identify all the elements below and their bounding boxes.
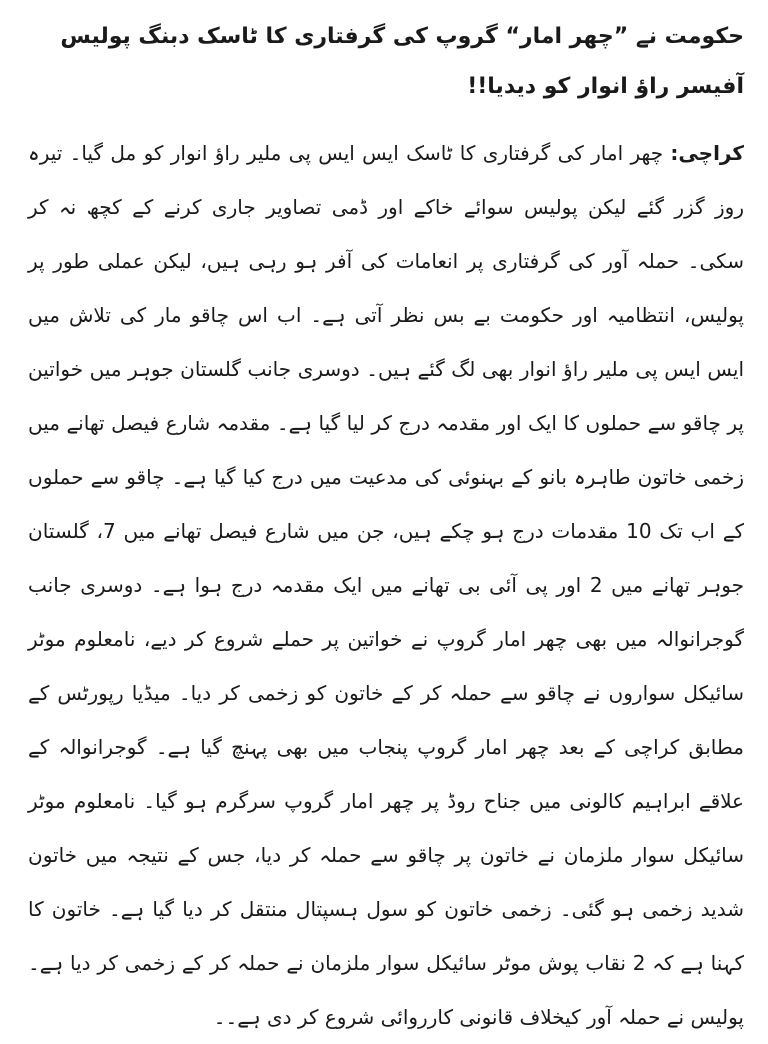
article-headline: حکومت نے ”چھر امار“ گروپ کی گرفتاری کا ٹاسک دبنگ پولیس آفیسر راؤ انوار کو دیدیا!! [60,24,744,99]
news-article [28,12,744,1044]
article-dateline: کراچی: [670,141,744,165]
article-body-text: چھر امار کی گرفتاری کا ٹاسک ایس ایس پی ملیر راؤ انوار کو مل گیا۔ تیرہ روز گزر گئے لیکن پولیس سوائے خاکے اور ڈمی تصاویر جاری کرنے کے کچھ نہ کر سکی۔ حملہ آور کی گرفتاری پر انعامات کی آفر ہو رہی ہیں، لیکن عملی طور پر پولیس، انتظامیہ اور حکومت بے بس نظر آتی ہے۔ اب اس چاقو مار کی تلاش میں ایس ایس پی ملیر راؤ انوار بھی لگ گئے ہیں۔ دوسری جانب گلستان جوہر میں خواتین پر چاقو سے حملوں کا ایک اور مقدمہ درج کر لیا گیا ہے۔ مقدمہ شارع فیصل تھانے میں زخمی خاتون طاہرہ بانو کے بہنوئی کی مدعیت میں درج کیا گیا ہے۔ چاقو سے حملوں کے اب تک 10 مقدمات درج ہو چکے ہیں، جن میں شارع فیصل تھانے میں 7، گلستان جوہر تھانے میں 2 اور پی آئی بی تھانے میں ایک مقدمہ درج ہوا ہے۔ دوسری جانب گوجرانوالہ میں بھی چھر امار گروپ نے خواتین پر حملے شروع کر دیے، نامعلوم موٹر سائیکل سواروں نے چاقو سے حملہ کر کے خاتون کو زخمی کر دیا۔ میڈیا رپورٹس کے مطابق کراچی کے بعد چھر امار گروپ پنجاب میں بھی پہنچ گیا ہے۔ گوجرانوالہ کے علاقے ابراہیم کالونی میں جناح روڈ پر چھر امار گروپ سرگرم ہو گیا۔ نامعلوم موٹر سائیکل سوار ملزمان نے خاتون پر چاقو سے حملہ کر دیا، جس کے نتیجہ میں خاتون شدید زخمی ہو گئی۔ زخمی خاتون کو سول ہسپتال منتقل کر دیا گیا ہے۔ خاتون کا کہنا ہے کہ 2 نقاب پوش موٹر سائیکل سوار ملزمان نے حملہ کر کے زخمی کر دیا ہے۔ پولیس نے حملہ آور کیخلاف قانونی کارروائی شروع کر دی ہے۔۔ [28,141,744,1029]
article-body [28,126,744,1044]
